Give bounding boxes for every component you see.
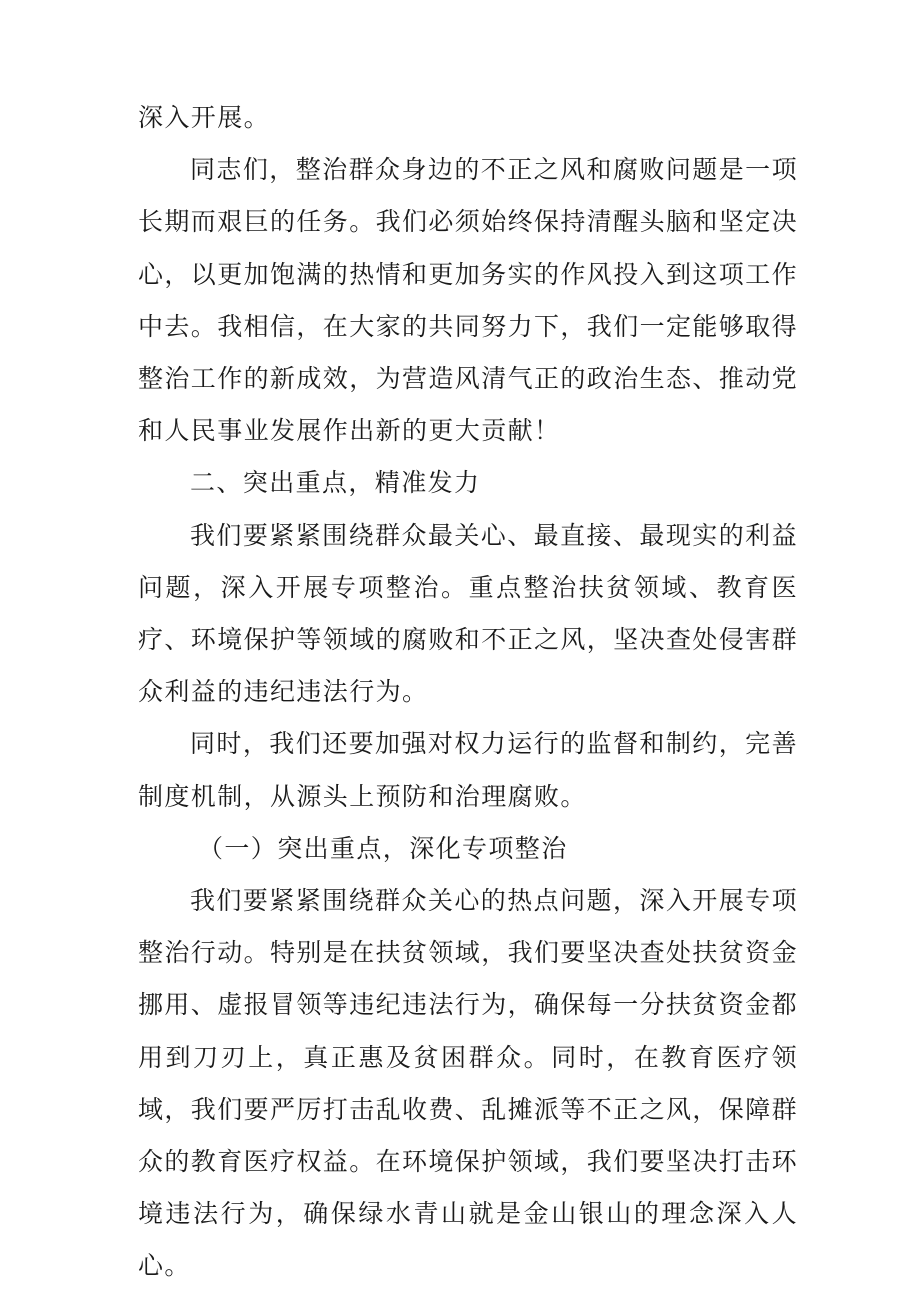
paragraph-supervision: 同时，我们还要加强对权力运行的监督和制约，完善制度机制，从源头上预防和治理腐败。 bbox=[138, 729, 798, 811]
subsection-heading: （一）突出重点，深化专项整治 bbox=[198, 833, 568, 863]
paragraph-special-rectification: 我们要紧紧围绕群众关心的热点问题，深入开展专项整治行动。特别是在扶贫领域，我们要坚决查处扶贫资金挪用、虚报冒领等违纪违法行为，确保每一分扶贫资金都用到刀刃上，真正惠及贫困群众。同时，在教育医疗领域，我们要严厉打击乱收费、乱摊派等不正之风，保障群众的教育医疗权益。在环境保护领域，我们要坚决打击环境违法行为，确保绿水青山就是金山银山的理念深入人心。 bbox=[138, 886, 799, 1281]
section-heading: 二、突出重点，精准发力 bbox=[190, 468, 481, 498]
document-body bbox=[138, 92, 798, 1293]
paragraph-focus: 我们要紧紧围绕群众最关心、最直接、最现实的利益问题，深入开展专项整治。重点整治扶贫领域、教育医疗、环境保护等领域的腐败和不正之风，坚决查处侵害群众利益的违纪违法行为。 bbox=[138, 520, 799, 707]
paragraph-continuation: 深入开展。 bbox=[138, 103, 271, 132]
paragraph-conclusion: 同志们，整治群众身边的不正之风和腐败问题是一项长期而艰巨的任务。我们必须始终保持清醒头脑和坚定决心，以更加饱满的热情和更加务实的作风投入到这项工作中去。我相信，在大家的共同努力下，我们一定能够取得整治工作的新成效，为营造风清气正的政治生态、推动党和人民事业发展作出新的更大贡献！ bbox=[138, 155, 799, 446]
